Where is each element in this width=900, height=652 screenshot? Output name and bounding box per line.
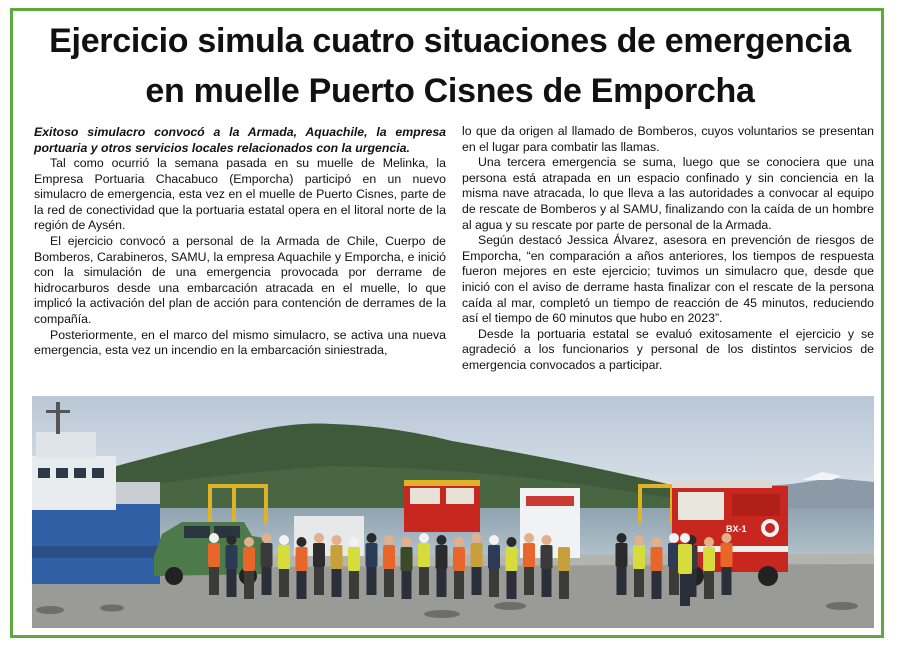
manhole-cover	[494, 602, 526, 610]
article-paragraph: Tal como ocurrió la semana pasada en su muelle de Melinka, la Empresa Portuaria Chacabuco (Emporcha) participó en un nuevo simulacro de emergencia, esta vez en el muelle de Puerto Cisnes, parte de la red de conectividad que la portuaria estatal opera en el litoral norte de la región de Aysén.	[34, 156, 446, 233]
dock-scene-illustration	[32, 396, 874, 628]
article-paragraph: Una tercera emergencia se suma, luego que se conociera que una persona está atrapada en un espacio confinado y sin conciencia en la misma nave atracada, lo que lleva a las autoridades a convocar al equipo de rescate de Bomberos y al SAMU, finalizando con la caída de un hombre al agua y su rescate por parte de personal de la Armada.	[462, 155, 874, 232]
truck-label: BX-1	[726, 524, 747, 534]
article-paragraph: Según destacó Jessica Álvarez, asesora en prevención de riesgos de Emporcha, “en comparación a años anteriores, los tiempos de respuesta fueron mejores en este ejercicio; tuvimos un simulacro que, desde que inició con el aviso de derrame hasta finalizar con el rescate de la persona caída al mar, completó un tiempo de reacción de 45 minutos, reduciendo así el tiempo de 60 minutos que hubo en 2023”.	[462, 233, 874, 326]
article-paragraph: Desde la portuaria estatal se evaluó exitosamente el ejercicio y se agradeció a los funcionarios y personal de los distintos servicios de emergencia convocados a participar.	[462, 326, 874, 372]
article-photo	[32, 396, 874, 628]
article-paragraph: El ejercicio convocó a personal de la Armada de Chile, Cuerpo de Bomberos, Carabineros, SAMU, la empresa Aquachile y Emporcha, e inició con la simulación de una emergencia provocada por derrame de hidrocarburos desde una embarcación atracada en el muelle, lo que implicó la activación del plan de acción para contención de derrames de la compañía.	[34, 233, 446, 326]
fire-truck-center	[404, 480, 480, 532]
ambulance-stripe	[526, 496, 574, 506]
headline-line-1: Ejercicio simula cuatro situaciones de emergencia	[49, 22, 851, 60]
article-column-right	[462, 124, 874, 374]
article-paragraph-continuation: lo que da origen al llamado de Bomberos, cuyos voluntarios se presentan en el lugar para combatir las llamas.	[462, 124, 874, 154]
manhole-cover	[826, 602, 858, 610]
article-headline	[28, 16, 872, 116]
manhole-cover	[36, 606, 64, 614]
article-lead: Exitoso simulacro convocó a la Armada, Aquachile, la empresa portuaria y otros servicios locales relacionados con la urgencia.	[34, 125, 446, 155]
manhole-cover	[100, 605, 124, 612]
article-column-left	[34, 124, 446, 359]
article-paragraph: Posteriormente, en el marco del mismo simulacro, se activa una nueva emergencia, esta vez un incendio en la embarcación siniestrada,	[34, 327, 446, 358]
manhole-cover	[424, 610, 460, 618]
headline-line-2: en muelle Puerto Cisnes de Emporcha	[145, 72, 755, 110]
